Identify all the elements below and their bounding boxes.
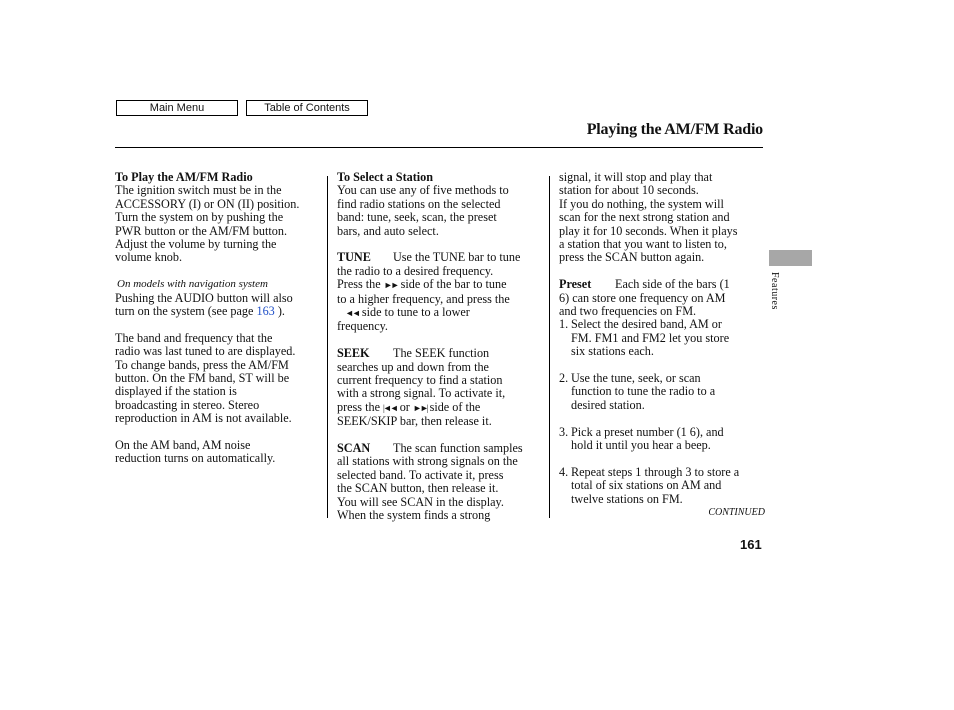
rewind-icon: ◄◄ — [345, 308, 359, 319]
column-3 — [559, 171, 765, 520]
page-title: Playing the AM/FM Radio — [586, 121, 763, 138]
page-163-link[interactable]: 163 — [256, 304, 275, 319]
tune-label: TUNE — [337, 250, 371, 265]
column-2 — [337, 171, 545, 523]
skip-forward-icon: ►►| — [412, 402, 427, 413]
text-line: to a higher frequency, and press the — [337, 291, 510, 306]
text-line: ACCESSORY (I) or ON (II) position. — [115, 196, 300, 211]
text-line: Preset Each side of the bars (1 — [559, 277, 730, 292]
continued-label: CONTINUED — [708, 507, 765, 519]
text-line: the SCAN button, then release it. — [337, 481, 499, 496]
text-line: with a strong signal. To activate it, — [337, 386, 506, 401]
text-line: Press the ►► side of the bar to tune — [337, 277, 507, 292]
fast-forward-icon: ►► — [383, 280, 398, 291]
text-line: displayed if the station is — [115, 384, 237, 399]
text-line: scan for the next strong station and — [559, 210, 730, 225]
list-item: 1. Select the desired band, AM or FM. FM1 and FM2 let you store six stations each. — [559, 317, 730, 359]
text-line: PWR button or the AM/FM button. — [115, 223, 287, 238]
text-line: When the system finds a strong — [337, 508, 491, 523]
column-divider-2 — [549, 176, 550, 518]
text-line: broadcasting in stereo. Stereo — [115, 397, 260, 412]
text-line: the radio to a desired frequency. — [337, 263, 494, 278]
text-line: press the |◄◄ or ►►| side of the — [337, 399, 481, 414]
text-line: radio was last tuned to are displayed. — [115, 344, 296, 359]
text-line: SEEK The SEEK function — [337, 346, 490, 361]
page-number: 161 — [740, 537, 762, 552]
scan-label: SCAN — [337, 441, 371, 456]
text-line: button. On the FM band, ST will be — [115, 371, 290, 386]
text-line: searches up and down from the — [337, 359, 489, 374]
table-of-contents-button[interactable]: Table of Contents — [246, 100, 368, 116]
section-side-label: Features — [769, 272, 780, 310]
text-line: volume knob. — [115, 250, 183, 265]
preset-label: Preset — [559, 277, 592, 292]
text-line: You can use any of five methods to — [337, 183, 509, 198]
section-heading-select: To Select a Station — [337, 170, 434, 184]
list-item: 2. Use the tune, seek, or scan function to tune the radio to a desired station. — [559, 371, 716, 412]
text-line: selected band. To activate it, press — [337, 467, 504, 482]
text-line: all stations with strong signals on the — [337, 454, 518, 469]
text-line: SEEK/SKIP bar, then release it. — [337, 414, 492, 429]
text-line: The ignition switch must be in the — [115, 183, 282, 198]
text-line: Adjust the volume by turning the — [115, 237, 277, 252]
text-line: On the AM band, AM noise — [115, 438, 251, 453]
text-line: ◄◄ side to tune to a lower — [345, 305, 470, 320]
text-line: reproduction in AM is not available. — [115, 411, 292, 426]
text-line: bars, and auto select. — [337, 223, 439, 238]
text-line: TUNE Use the TUNE bar to tune — [337, 250, 521, 265]
title-rule — [115, 147, 763, 148]
navigation-note: On models with navigation system — [117, 278, 268, 291]
text-line: current frequency to find a station — [337, 373, 503, 388]
text-line: and two frequencies on FM. — [559, 304, 697, 319]
text-line: turn on the system (see page 163 ). — [115, 304, 285, 319]
text-line: The band and frequency that the — [115, 330, 273, 345]
text-line: Turn the system on by pushing the — [115, 210, 284, 225]
main-menu-button[interactable]: Main Menu — [116, 100, 238, 116]
text-line: Pushing the AUDIO button will also — [115, 290, 293, 305]
text-line: You will see SCAN in the display. — [337, 494, 504, 509]
column-1 — [115, 171, 323, 466]
list-item: 3. Pick a preset number (1 6), and hold it until you hear a beep. — [559, 424, 724, 453]
section-tab-marker — [769, 250, 812, 266]
text-line: To change bands, press the AM/FM — [115, 357, 289, 372]
list-item: 4. Repeat steps 1 through 3 to store a total of six stations on AM and twelve stations on FM. — [559, 464, 740, 506]
section-heading-play: To Play the AM/FM Radio — [115, 170, 253, 184]
text-line: SCAN The scan function samples — [337, 441, 523, 456]
text-line: band: tune, seek, scan, the preset — [337, 210, 497, 225]
text-line: frequency. — [337, 319, 388, 334]
text-line: find radio stations on the selected — [337, 196, 501, 211]
column-divider-1 — [327, 176, 328, 518]
text-line: play it for 10 seconds. When it plays — [559, 223, 738, 238]
text-line: station for about 10 seconds. — [559, 183, 699, 198]
skip-back-icon: |◄◄ — [383, 402, 397, 413]
text-line: signal, it will stop and play that — [559, 170, 713, 184]
seek-label: SEEK — [337, 346, 370, 361]
text-line: If you do nothing, the system will — [559, 196, 724, 211]
text-line: press the SCAN button again. — [559, 250, 705, 265]
text-line: reduction turns on automatically. — [115, 451, 276, 466]
text-line: a station that you want to listen to, — [559, 237, 727, 252]
text-line: 6) can store one frequency on AM — [559, 290, 726, 305]
